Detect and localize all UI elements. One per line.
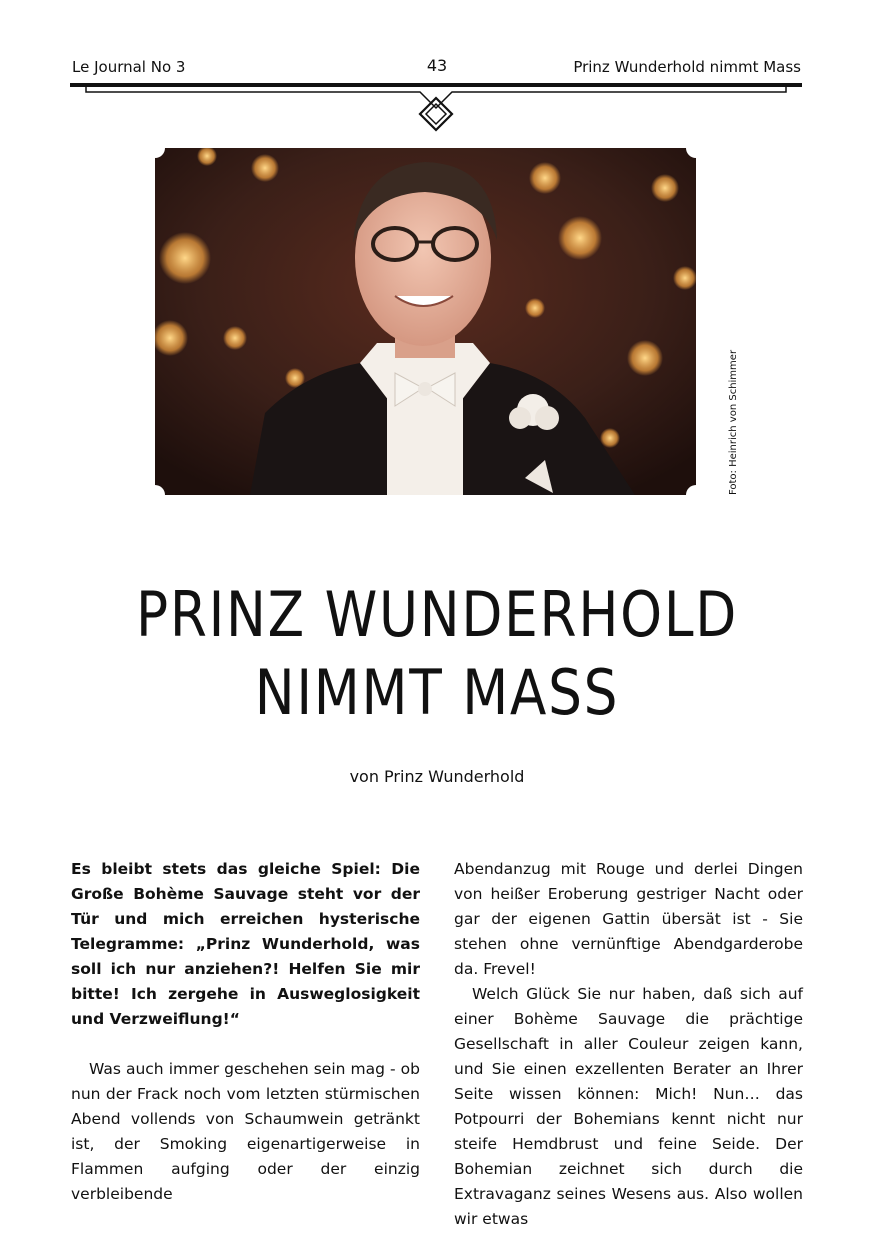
portrait-photo [155, 148, 696, 495]
byline: von Prinz Wunderhold [349, 767, 525, 786]
title-line-1: PRINZ WUNDERHOLD [135, 578, 739, 651]
title-line-2: NIMMT MASS [254, 656, 620, 729]
body-paragraph-1: Was auch immer geschehen sein mag - ob nun der Frack noch vom letzten stürmischen Abend vollends von Schaumwein getränkt ist, der Smoking eigenartigerweise in Flammen aufging oder der einzig verbleibende [71, 1060, 420, 1203]
body-paragraph-1-continued: Abendanzug mit Rouge und derlei Dingen von heißer Eroberung gestriger Nacht oder gar der eigenen Gattin übersät ist - Sie stehen ohne vernünftige Abendgarderobe da. Frevel! [454, 860, 803, 978]
running-header-left: Le Journal No 3 [72, 58, 186, 76]
running-header-right: Prinz Wunderhold nimmt Mass [573, 58, 801, 76]
lead-paragraph: Es bleibt stets das gleiche Spiel: Die Große Bohème Sauvage steht vor der Tür und mich erreichen hysterische Telegramme: „Prinz Wunderhold, was soll ich nur anziehen?! Helfen Sie mir bitte! Ich zergehe in Ausweglosigkeit und Verzweiflung!“ [71, 860, 420, 1028]
body-paragraph-2: Welch Glück Sie nur haben, daß sich auf einer Bohème Sauvage die prächtige Gesellschaft in aller Couleur zeigen kann, und Sie einen exzellenten Berater an Ihrer Seite wissen können: Mich! Nun… das Potpourri der Bohemians kennt nicht nur steife Hemdbrust und feine Seide. Der Bohemian zeichnet sich durch die Extravaganz seines Wesens aus. Also wollen wir etwas [454, 985, 803, 1228]
art-deco-divider-icon [70, 80, 802, 132]
text-column-left [71, 857, 420, 1207]
text-column-right [454, 857, 803, 1232]
page-number: 43 [426, 56, 448, 75]
photo-credit: Foto: Heinrich von Schimmer [728, 349, 739, 495]
article-title [61, 576, 813, 732]
